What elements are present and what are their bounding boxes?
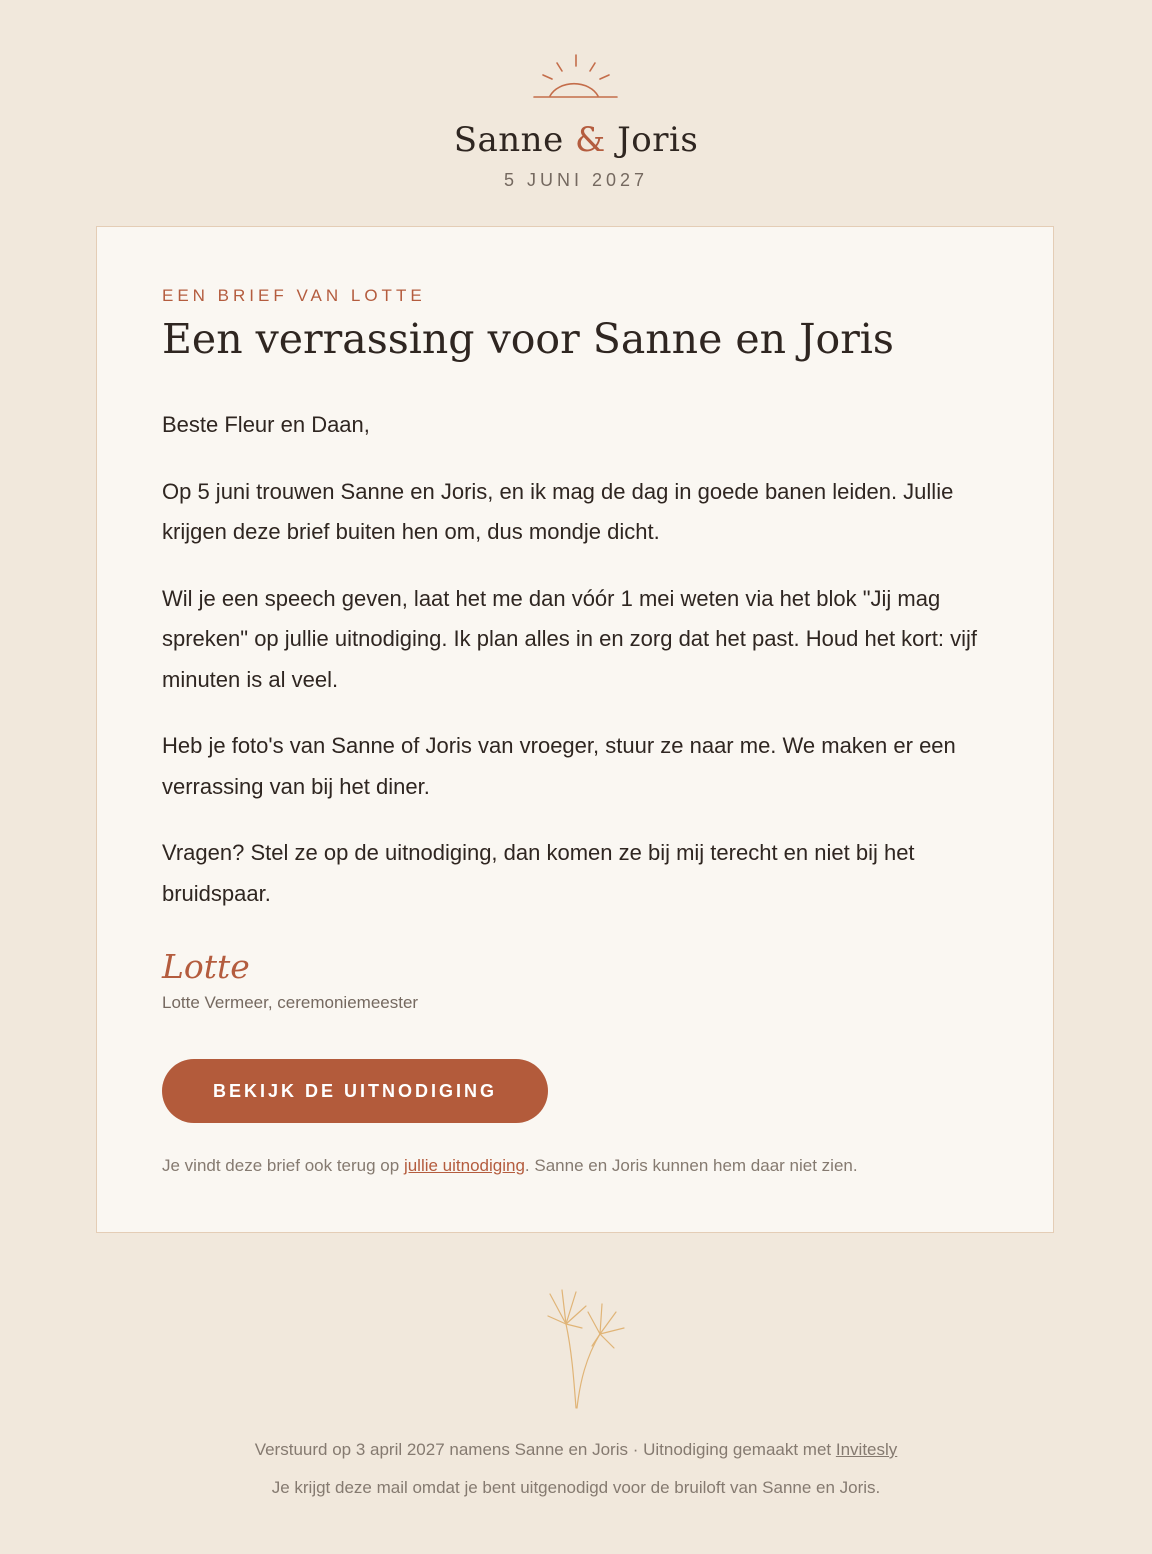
body-paragraph: Op 5 juni trouwen Sanne en Joris, en ik mag de dag in goede banen leiden. Jullie krijgen deze brief buiten hen om, dus mondje dicht.	[162, 478, 954, 544]
couple-names	[0, 120, 1152, 160]
body-paragraph: Heb je foto's van Sanne of Joris van vroeger, stuur ze naar me. We maken er een verrassing van bij het diner.	[162, 733, 956, 799]
footer-sent-text: Verstuurd op 3 april 2027 namens Sanne en Joris · Uitnodiging gemaakt met	[254, 1440, 836, 1459]
footer-sent-line	[0, 1440, 1152, 1460]
letter-eyebrow: EEN BRIEF VAN LOTTE	[162, 286, 426, 305]
greeting: Beste Fleur en Daan,	[162, 412, 370, 437]
invitation-link[interactable]: jullie uitnodiging	[403, 1156, 525, 1175]
dandelion-icon	[536, 1282, 632, 1410]
name-one: Sanne	[453, 120, 564, 160]
invitation-note	[162, 1156, 858, 1176]
signature: Lotte	[162, 947, 250, 986]
letter-body	[162, 405, 1012, 940]
email-header	[0, 0, 1152, 226]
footer-reason: Je krijgt deze mail omdat je bent uitgenodigd voor de bruiloft van Sanne en Joris.	[271, 1478, 881, 1497]
letter-card	[96, 226, 1054, 1233]
ampersand: &	[575, 120, 606, 160]
brand-link[interactable]: Invitesly	[835, 1440, 898, 1459]
view-invitation-button[interactable]: BEKIJK DE UITNODIGING	[162, 1059, 548, 1123]
signature-role: Lotte Vermeer, ceremoniemeester	[162, 993, 419, 1012]
body-paragraph: Wil je een speech geven, laat het me dan vóór 1 mei weten via het blok "Jij mag spreken" op jullie uitnodiging. Ik plan alles in en zorg dat het past. Houd het kort: vijf minuten is al veel.	[162, 585, 977, 692]
name-two: Joris	[617, 120, 699, 160]
letter-title: Een verrassing voor Sanne en Joris	[162, 315, 894, 363]
note-text: Je vindt deze brief ook terug op	[162, 1156, 404, 1175]
wedding-date: 5 JUNI 2027	[503, 170, 649, 190]
body-paragraph: Vragen? Stel ze op de uitnodiging, dan komen ze bij mij terecht en niet bij het bruidspaar.	[162, 840, 915, 906]
sunrise-icon	[530, 50, 622, 102]
note-text-end: . Sanne en Joris kunnen hem daar niet zien.	[524, 1156, 858, 1175]
